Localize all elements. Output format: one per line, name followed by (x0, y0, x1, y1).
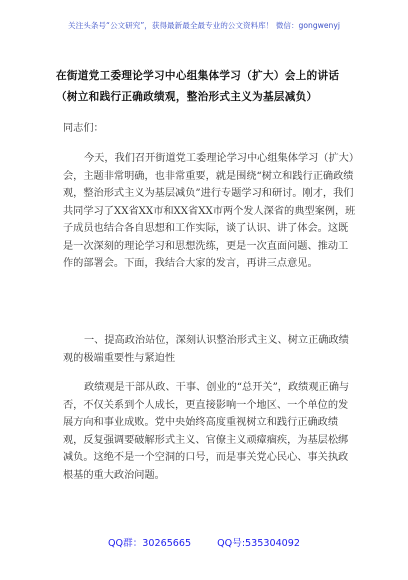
header-note: 关注头条号“公文研究”，获得最新最全最专业的公文资料库！ 微信：gongwenyj (68, 21, 340, 30)
greeting: 同志们： (63, 123, 104, 134)
paragraph-section-1: 政绩观是干部从政、干事、创业的“总开关”，政绩观正确与否，不仅关系到个人成长，更直接影响一个地区、一个单位的发展方向和事业成败。党中央始终高度重视树立和践行正确政绩观，反复强调要破解形式主义、官僚主义顽瘴痼疾，为基层松绑减负。这绝不是一个空洞的口号，而是事关党心民心、事关执政根基的重大政治问题。 (63, 382, 350, 481)
paragraph-intro: 今天，我们召开街道党工委理论学习中心组集体学习（扩大）会，主题非常明确，也非常重要，就是围绕“树立和践行正确政绩观，整治形式主义为基层减负”进行专题学习和研讨。刚才，我们共同学习了XX省XX市和XX省XX市两个发人深省的典型案例，班子成员也结合各自思想和工作实际，谈了认识、讲了体会。这既是一次深刻的理论学习和思想洗练，更是一次直面问题、推动工作的部署会。下面，我结合大家的发言，再讲三点意见。 (63, 153, 356, 269)
footer-qq-group: QQ群：30265665 (108, 538, 192, 549)
footer-qq-number: QQ号:535304092 (217, 538, 300, 549)
document-title: 在街道党工委理论学习中心组集体学习（扩大）会上的讲话（树立和践行正确政绩观，整治形式主义为基层减负） (56, 70, 340, 103)
footer (0, 535, 408, 549)
section-heading-1: 一、提高政治站位，深刻认识整治形式主义、树立正确政绩观的极端重要性与紧迫性 (63, 335, 349, 364)
